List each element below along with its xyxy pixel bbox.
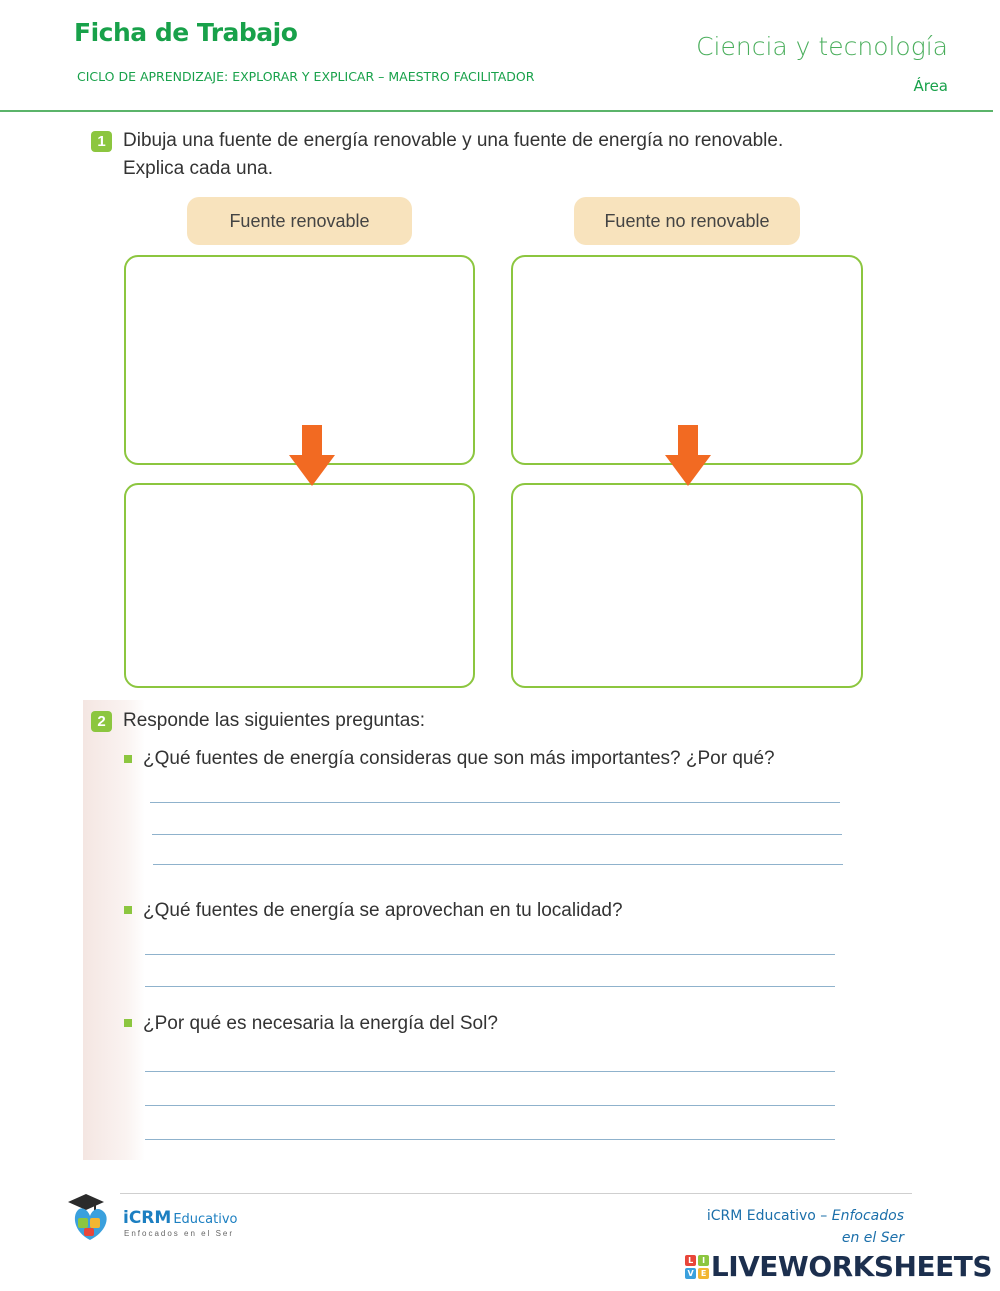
activity-1-instruction-line2: Explica cada una. xyxy=(123,158,273,179)
question-3-bullet xyxy=(124,1019,132,1027)
non-renewable-explanation-box[interactable] xyxy=(511,483,863,688)
footer-right-italic-2: en el Ser xyxy=(841,1230,904,1246)
question-1-bullet xyxy=(124,755,132,763)
answer-line[interactable] xyxy=(145,954,835,955)
liveworksheets-text: LIVEWORKSHEETS xyxy=(710,1250,992,1283)
answer-line[interactable] xyxy=(150,802,840,803)
area-label: Área xyxy=(913,77,948,95)
activity-1-instruction-line1: Dibuja una fuente de energía renovable y una fuente de energía no renovable. xyxy=(123,130,784,151)
answer-line[interactable] xyxy=(145,1071,835,1072)
footer-right-plain: iCRM Educativo – xyxy=(706,1208,832,1224)
footer-brand xyxy=(123,1208,238,1228)
renewable-explanation-box[interactable] xyxy=(124,483,475,688)
renewable-label: Fuente renovable xyxy=(187,197,412,245)
renewable-down-arrow-icon xyxy=(288,425,336,487)
lw-tile: E xyxy=(698,1268,709,1279)
footer-tagline: Enfocados en el Ser xyxy=(124,1229,235,1238)
icrm-logo-icon xyxy=(64,1188,120,1244)
scan-shadow xyxy=(83,700,145,1160)
brand-suffix: Educativo xyxy=(173,1212,238,1227)
footer-right-text xyxy=(707,1205,904,1249)
lw-tile: L xyxy=(685,1255,696,1266)
question-3-text: ¿Por qué es necesaria la energía del Sol? xyxy=(143,1013,498,1034)
question-1-text: ¿Qué fuentes de energía consideras que son más importantes? ¿Por qué? xyxy=(143,748,775,769)
footer-right-italic-1: Enfocados xyxy=(831,1208,904,1224)
lw-tile: V xyxy=(685,1268,696,1279)
header-divider xyxy=(0,110,993,112)
answer-line[interactable] xyxy=(153,864,843,865)
subject-name: Ciencia y tecnología xyxy=(696,32,948,61)
activity-2-instruction: Responde las siguientes preguntas: xyxy=(123,710,426,731)
learning-cycle-text: CICLO DE APRENDIZAJE: EXPLORAR Y EXPLICAR – MAESTRO FACILITADOR xyxy=(77,69,535,84)
lw-tile: I xyxy=(698,1255,709,1266)
brand-prefix: iCRM xyxy=(123,1208,172,1228)
liveworksheets-watermark xyxy=(685,1250,992,1283)
liveworksheets-logo-icon xyxy=(685,1255,709,1279)
activity-1-number: 1 xyxy=(91,131,112,152)
answer-line[interactable] xyxy=(145,1139,835,1140)
answer-line[interactable] xyxy=(152,834,842,835)
question-2-bullet xyxy=(124,906,132,914)
non-renewable-down-arrow-icon xyxy=(664,425,712,487)
question-2-text: ¿Qué fuentes de energía se aprovechan en tu localidad? xyxy=(143,900,623,921)
activity-2-number: 2 xyxy=(91,711,112,732)
answer-line[interactable] xyxy=(145,986,835,987)
worksheet-title: Ficha de Trabajo xyxy=(74,18,298,47)
footer-divider xyxy=(120,1193,912,1194)
answer-line[interactable] xyxy=(145,1105,835,1106)
non-renewable-label: Fuente no renovable xyxy=(574,197,800,245)
